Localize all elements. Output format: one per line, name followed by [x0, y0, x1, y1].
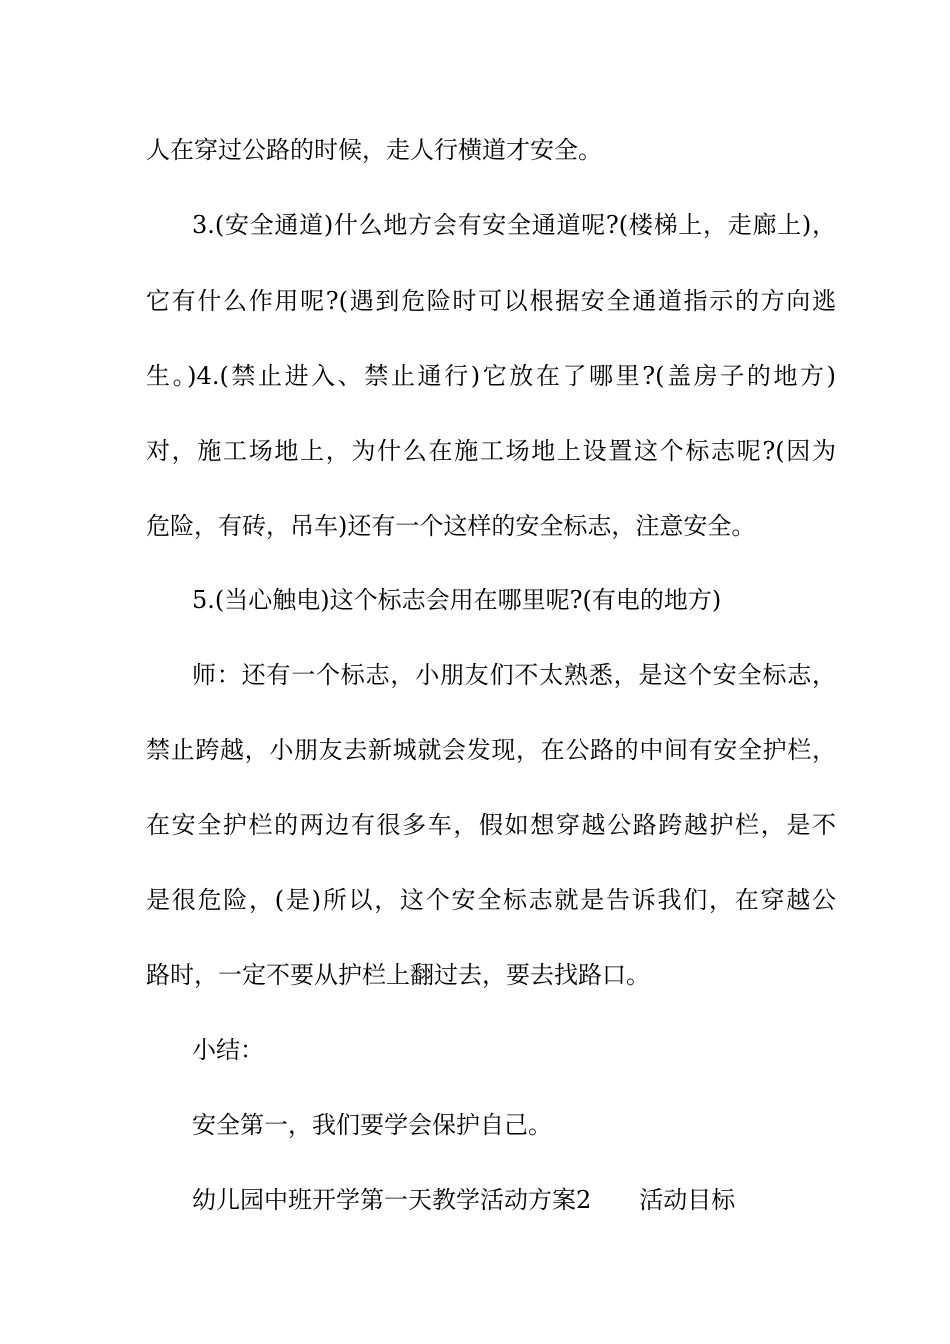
text-line-8: 师：还有一个标志，小朋友们不太熟悉，是这个安全标志， [192, 661, 836, 689]
text-line-6: 危险，有砖，吊车)还有一个这样的安全标志，注意安全。 [146, 512, 756, 540]
text-line-5: 对，施工场地上，为什么在施工场地上设置这个标志呢?(因为 [146, 437, 836, 465]
text-line-10: 在安全护栏的两边有很多车，假如想穿越公路跨越护栏，是不 [146, 811, 836, 839]
text-line-4: 生。)4.(禁止进入、禁止通行)它放在了哪里?(盖房子的地方) [146, 362, 836, 390]
text-line-14: 安全第一，我们要学会保护自己。 [192, 1111, 552, 1139]
text-line-2: 3.(安全通道)什么地方会有安全通道呢?(楼梯上，走廊上)， [192, 211, 836, 239]
text-line-12: 路时，一定不要从护栏上翻过去，要去找路口。 [146, 961, 650, 989]
text-line-7: 5.(当心触电)这个标志会用在哪里呢?(有电的地方) [192, 586, 722, 614]
text-line-9: 禁止跨越，小朋友去新城就会发现，在公路的中间有安全护栏， [146, 736, 836, 764]
text-line-11: 是很危险，(是)所以，这个安全标志就是告诉我们，在穿越公 [146, 886, 836, 914]
text-line-3: 它有什么作用呢?(遇到危险时可以根据安全通道指示的方向逃 [146, 287, 836, 315]
section-label-summary: 小结： [192, 1036, 264, 1064]
text-line-1: 人在穿过公路的时候，走人行横道才安全。 [146, 136, 602, 164]
section-heading: 幼儿园中班开学第一天教学活动方案2 活动目标 [192, 1186, 736, 1214]
